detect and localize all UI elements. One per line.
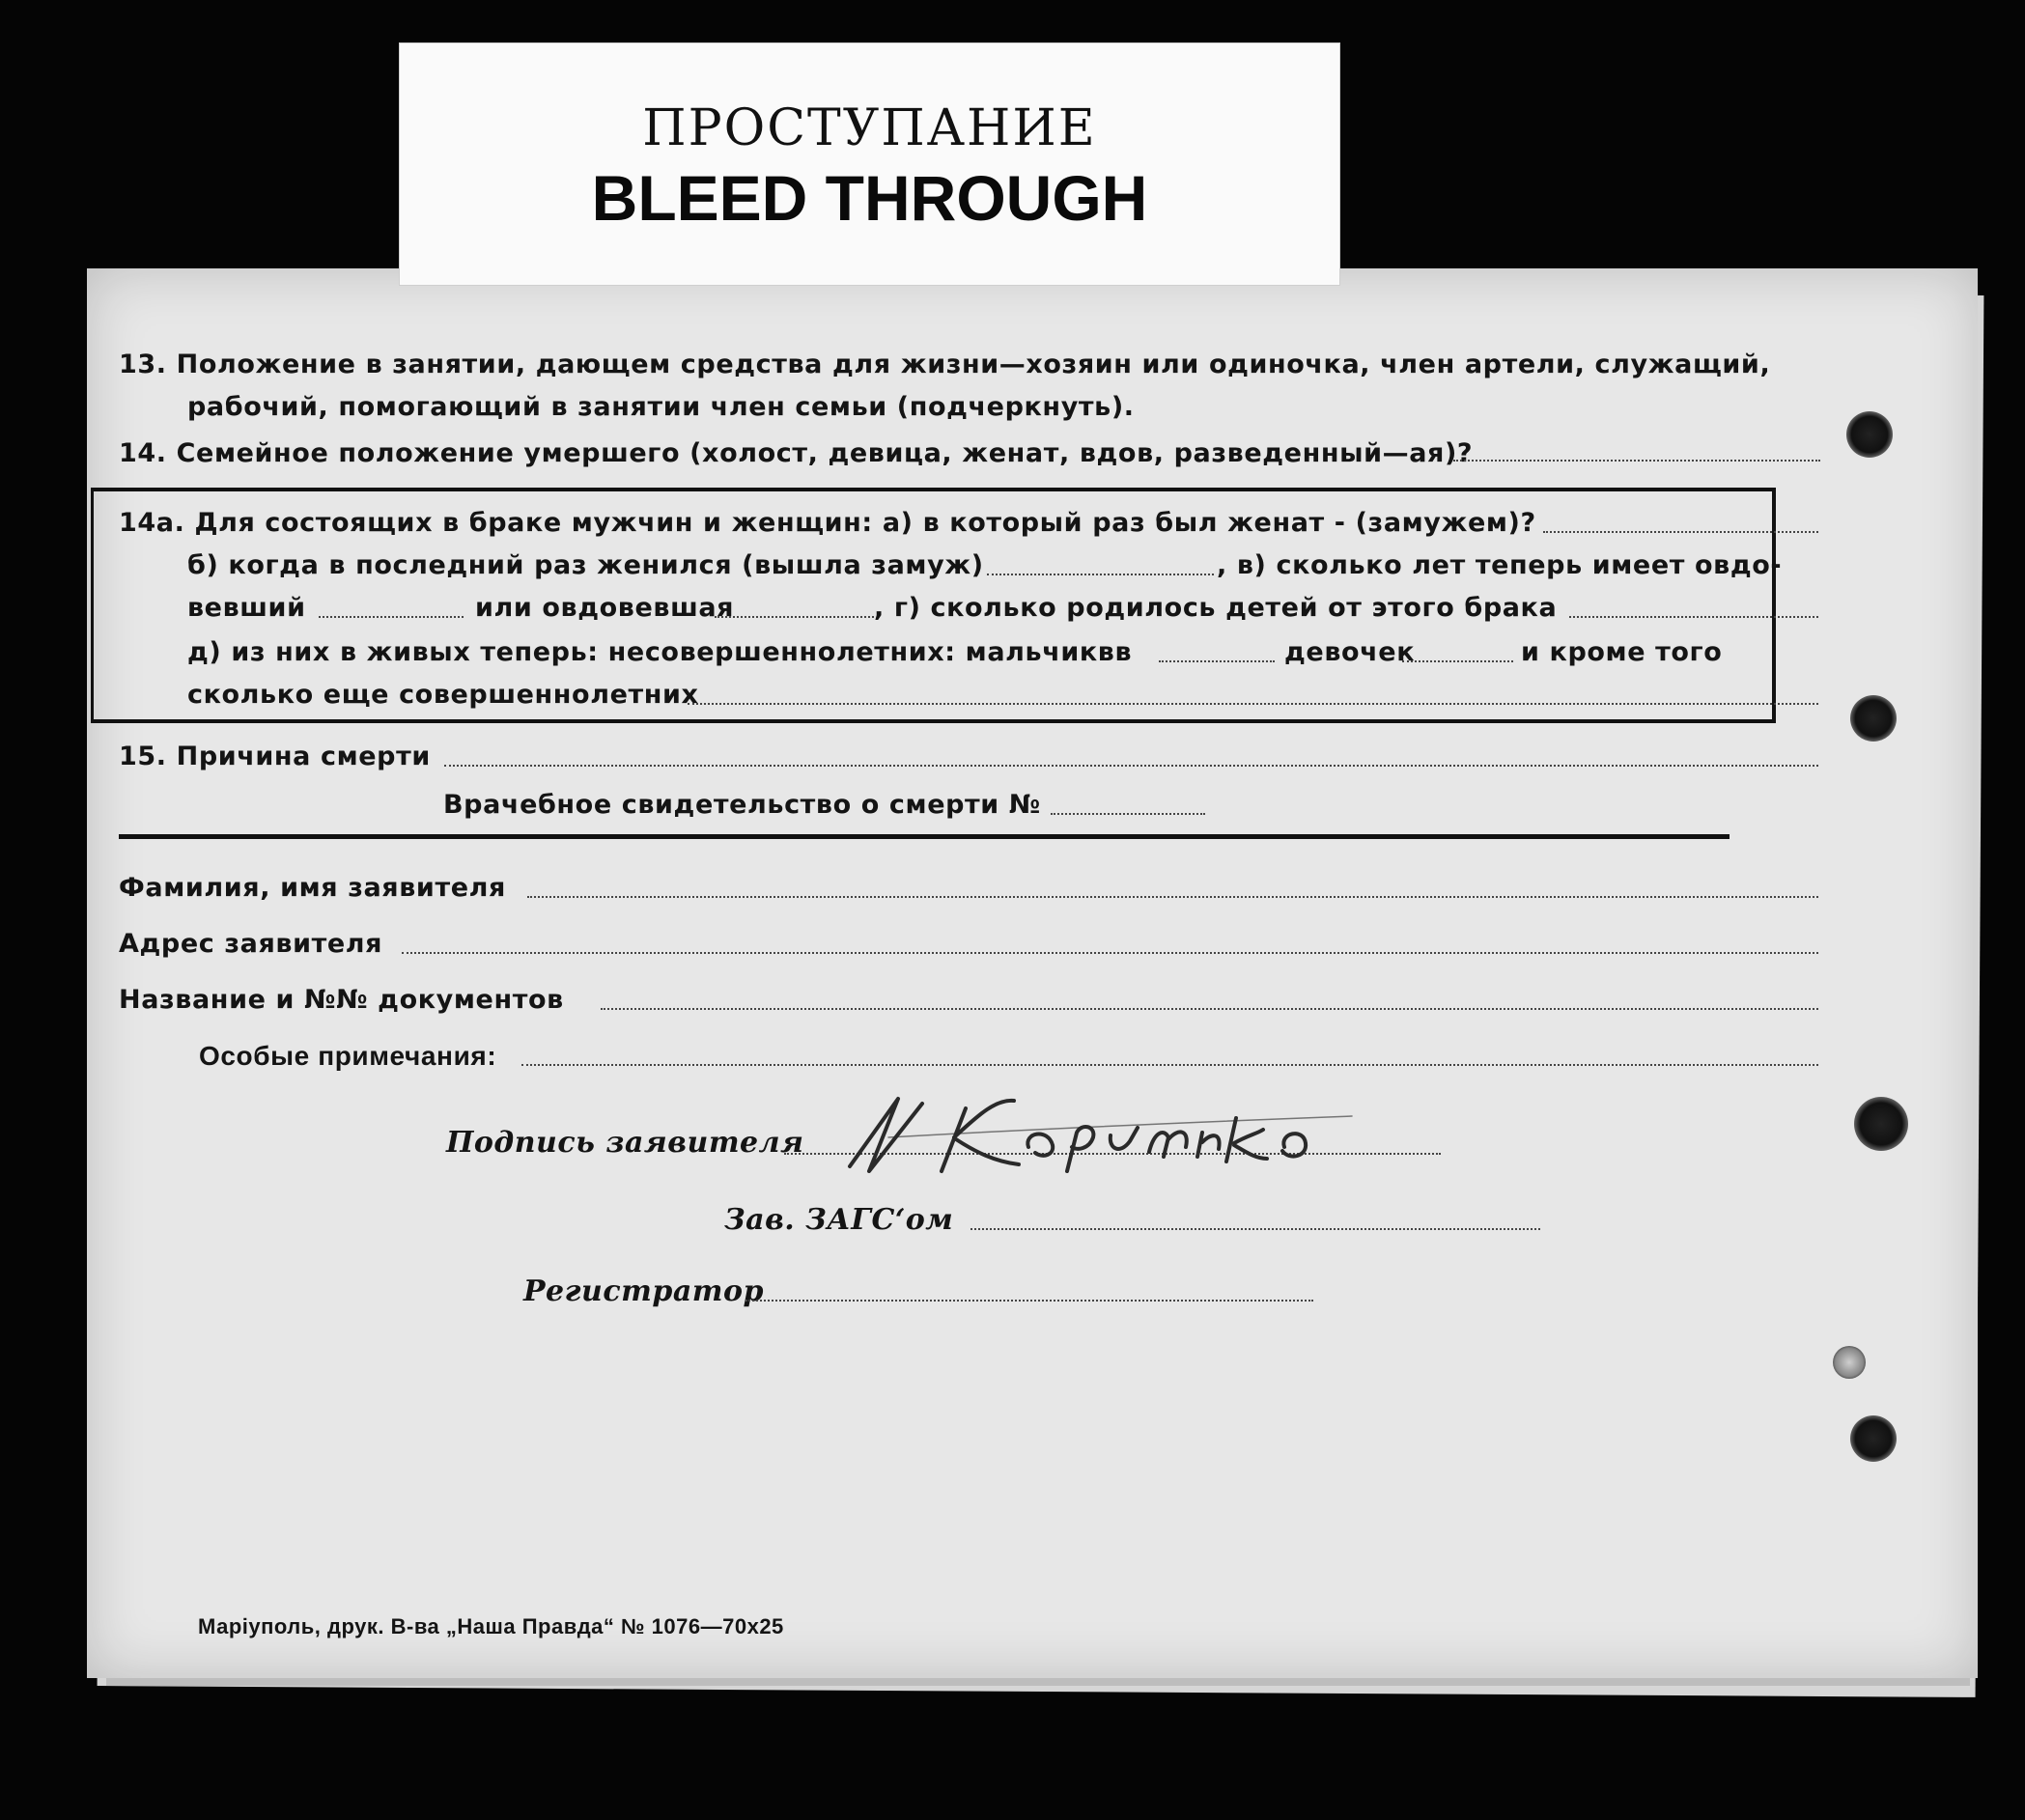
q14a-line-2a: б) когда в последний раз женился (вышла замуж): [187, 550, 984, 580]
q13-line-2: рабочий, помогающий в занятии член семьи (подчеркнуть).: [187, 392, 1135, 422]
q14a-line-3c: , г) сколько родилось детей от этого брака: [874, 593, 1558, 623]
applicant-name-label: Фамилия, имя заявителя: [119, 873, 506, 903]
q14a-times-married-field[interactable]: [1543, 531, 1818, 533]
handwritten-signature: [830, 1079, 1371, 1186]
q14a-adults-field[interactable]: [688, 703, 1818, 705]
q15-cause-of-death: 15. Причина смерти: [119, 742, 431, 771]
bleed-through-label-card: [399, 42, 1340, 286]
q14a-line-5: сколько еще совершеннолетних: [187, 680, 699, 710]
punch-hole: [1846, 411, 1893, 458]
q14a-girls-field[interactable]: [1402, 660, 1513, 662]
printer-footer: Маріуполь, друк. В-ва „Наша Правда“ № 1076—70х25: [198, 1614, 784, 1638]
q13-line-1: 13. Положение в занятии, дающем средства для жизни—хозяин или одиночка, член артели, служащий,: [119, 350, 1771, 379]
medical-certificate-number-field[interactable]: [1051, 813, 1205, 815]
zags-head-label: Зав. ЗАГС‘ом: [724, 1203, 954, 1237]
punch-hole: [1850, 695, 1897, 742]
form-sheet: [87, 268, 1978, 1678]
q14a-boys-field[interactable]: [1159, 660, 1275, 662]
applicant-name-field[interactable]: [527, 896, 1818, 898]
q14a-last-marriage-field[interactable]: [987, 574, 1214, 575]
bleed-through-label-ru: ПРОСТУПАНИЕ: [642, 99, 1097, 157]
bleed-through-label-en: BLEED THROUGH: [591, 162, 1148, 234]
documents-field[interactable]: [601, 1008, 1818, 1010]
zags-head-signature-line[interactable]: [970, 1228, 1540, 1230]
q15-cause-field[interactable]: [444, 765, 1818, 767]
special-notes-label: Особые примечания:: [199, 1041, 497, 1071]
special-notes-field[interactable]: [521, 1064, 1818, 1066]
q14a-widower-years-field[interactable]: [319, 616, 464, 618]
q14a-line-1: 14а. Для состоящих в браке мужчин и женщин: а) в который раз был женат - (замужем)?: [119, 508, 1536, 538]
q14a-widow-years-field[interactable]: [715, 616, 874, 618]
q14-marital-status: 14. Семейное положение умершего (холост, девица, женат, вдов, разведенный—ая)?: [119, 438, 1474, 468]
applicant-address-field[interactable]: [402, 952, 1818, 954]
q14a-line-4a: д) из них в живых теперь: несовершеннолетних: мальчиквв: [187, 637, 1133, 667]
q14a-line-2b: , в) сколько лет теперь имеет овдо-: [1217, 550, 1783, 580]
q14-answer-line[interactable]: [1453, 460, 1820, 462]
punch-hole: [1850, 1415, 1897, 1462]
documents-label: Название и №№ документов: [119, 985, 564, 1015]
q14a-children-born-field[interactable]: [1569, 616, 1818, 618]
q14a-line-3a: вевший: [187, 593, 306, 623]
applicant-address-label: Адрес заявителя: [119, 929, 383, 959]
registrar-signature-line[interactable]: [745, 1300, 1313, 1302]
registrar-label: Регистратор: [523, 1274, 764, 1308]
medical-certificate-label: Врачебное свидетельство о смерти №: [443, 790, 1041, 820]
punch-hole: [1854, 1097, 1908, 1151]
q14a-line-3b: или овдовевшая: [475, 593, 735, 623]
q14a-line-4b: девочек: [1284, 637, 1416, 667]
section-divider: [119, 834, 1730, 839]
punch-hole: [1833, 1346, 1866, 1379]
q14a-line-4c: и кроме того: [1521, 637, 1723, 667]
signature-label: Подпись заявителя: [446, 1126, 804, 1160]
